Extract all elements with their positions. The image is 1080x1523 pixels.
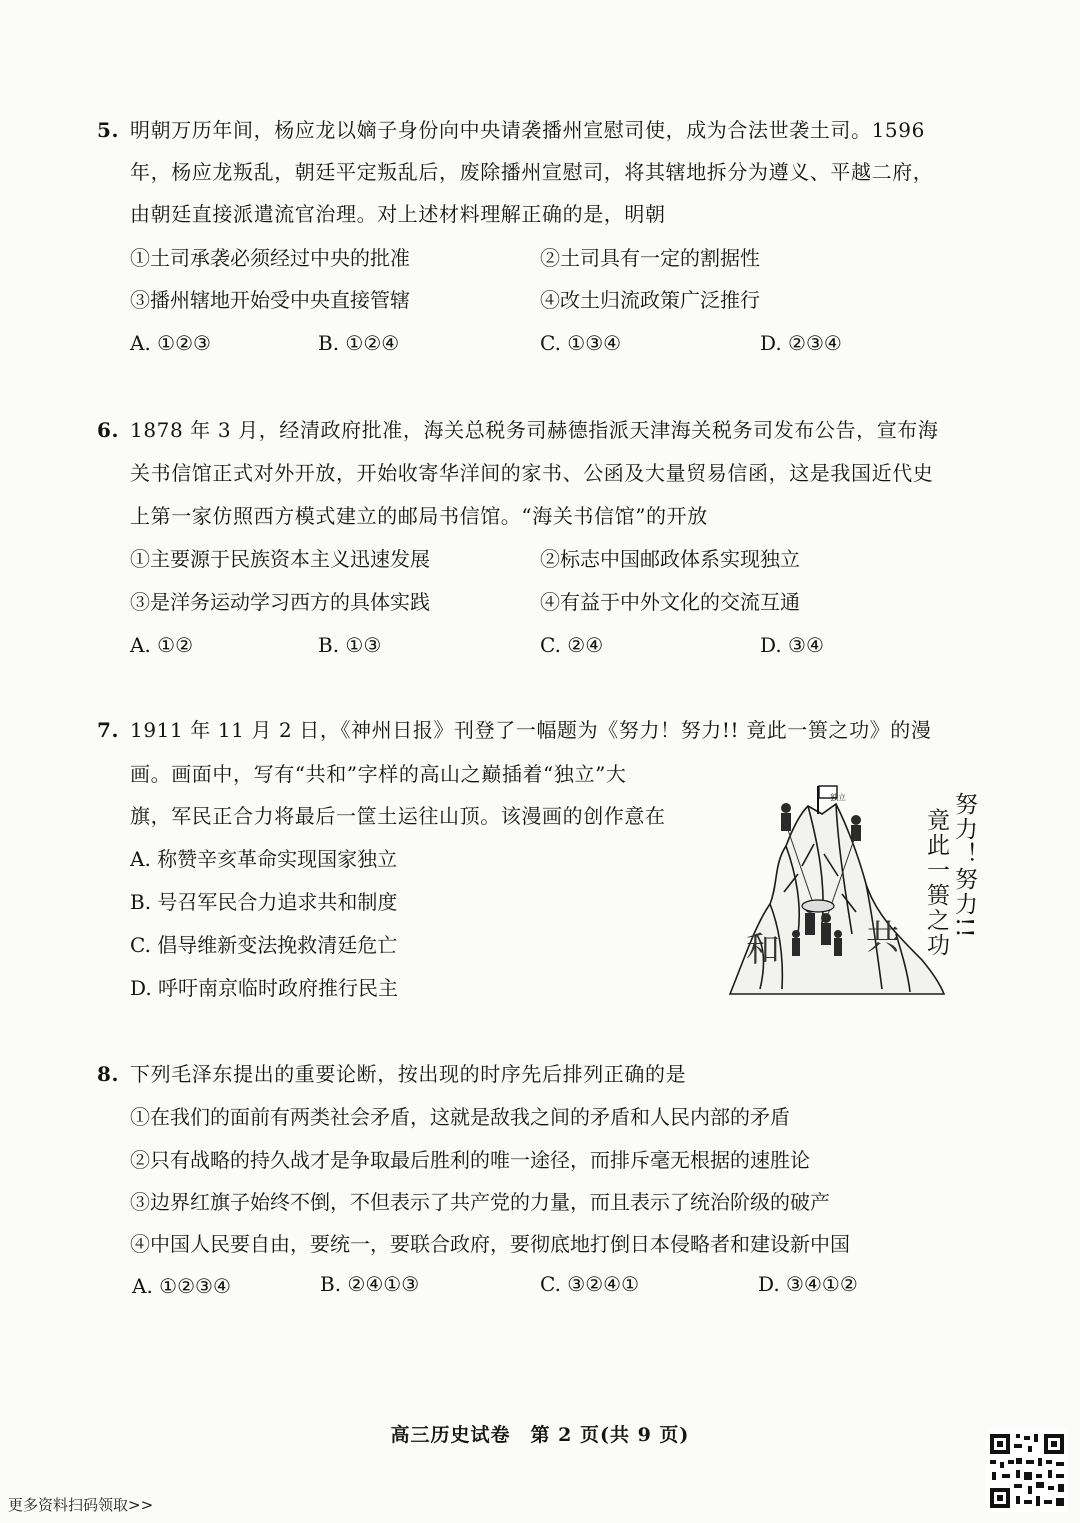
- q6-number: 6.: [97, 418, 120, 442]
- q7-choice-b: B. 号召军民合力追求共和制度: [130, 890, 398, 914]
- q5-statement-3: ③播州辖地开始受中央直接管辖: [130, 288, 410, 312]
- q6-line-3: 上第一家仿照西方模式建立的邮局书信馆。“海关书信馆”的开放: [130, 504, 708, 528]
- q8-choice-a: A. ①②③④: [132, 1274, 231, 1298]
- q5-line-1: 5. 明朝万历年间，杨应龙以嫡子身份向中央请袭播州宣慰司使，成为合法世袭土司。1596: [97, 118, 925, 142]
- q5-statement-1: ①土司承袭必须经过中央的批准: [130, 246, 410, 270]
- q7-line-1: 7. 1911 年 11 月 2 日，《神州日报》刊登了一幅题为《努力！努力!! 竟此一篑之功》的漫: [97, 718, 932, 742]
- q7-cartoon-char-left: 和: [746, 930, 780, 970]
- q8-statement-2: ②只有战略的持久战才是争取最后胜利的唯一途径，而排斥毫无根据的速胜论: [130, 1148, 810, 1172]
- page-footer-title: 高三历史试卷 第 2 页(共 9 页): [390, 1424, 690, 1446]
- q7-line-2: 画。画面中，写有“共和”字样的高山之巅插着“独立”大: [130, 762, 627, 786]
- q8-choice-d: D. ③④①②: [758, 1272, 858, 1296]
- q8-statement-3: ③边界红旗子始终不倒，不但表示了共产党的力量，而且表示了统治阶级的破产: [130, 1190, 830, 1214]
- q7-cartoon: [726, 784, 982, 1000]
- q5-choice-a: A. ①②③: [130, 331, 211, 355]
- q6-statement-4: ④有益于中外文化的交流互通: [540, 590, 800, 614]
- q8-line-1: 8. 下列毛泽东提出的重要论断，按出现的时序先后排列正确的是: [97, 1062, 687, 1086]
- q5-choice-b: B. ①②④: [318, 331, 400, 355]
- q8-statement-4: ④中国人民要自由，要统一，要联合政府，要彻底地打倒日本侵略者和建设新中国: [130, 1232, 850, 1256]
- q7-choice-a: A. 称赞辛亥革命实现国家独立: [130, 847, 398, 871]
- q7-cartoon-caption-1: 努力！努力!!: [951, 792, 977, 940]
- q6-statement-2: ②标志中国邮政体系实现独立: [540, 547, 800, 571]
- q5-choice-c: C. ①③④: [540, 331, 622, 355]
- q7-line-3: 旗，军民正合力将最后一筐土运往山顶。该漫画的创作意在: [130, 804, 666, 828]
- q8-choice-c: C. ③②④①: [540, 1272, 640, 1296]
- q6-choice-c: C. ②④: [540, 633, 604, 657]
- q8-number: 8.: [97, 1062, 120, 1086]
- q5-line-3: 由朝廷直接派遣流官治理。对上述材料理解正确的是，明朝: [130, 202, 666, 226]
- q5-statement-2: ②土司具有一定的割据性: [540, 246, 760, 270]
- q5-number: 5.: [97, 118, 120, 142]
- q5-choice-d: D. ②③④: [760, 331, 842, 355]
- q6-statement-1: ①主要源于民族资本主义迅速发展: [130, 547, 430, 571]
- qr-code-icon[interactable]: [986, 1430, 1068, 1512]
- q7-choice-d: D. 呼吁南京临时政府推行民主: [130, 976, 399, 1000]
- q7-cartoon-caption-2: 竟此一篑之功: [923, 808, 949, 958]
- q6-choice-d: D. ③④: [760, 633, 824, 657]
- q7-choice-c: C. 倡导维新变法挽救清廷危亡: [130, 933, 398, 957]
- q5-statement-4: ④改土归流政策广泛推行: [540, 288, 760, 312]
- q8-choice-b: B. ②④①③: [320, 1272, 420, 1296]
- q5-line-2: 年，杨应龙叛乱，朝廷平定叛乱后，废除播州宣慰司，将其辖地拆分为遵义、平越二府，: [130, 160, 934, 184]
- q8-statement-1: ①在我们的面前有两类社会矛盾，这就是敌我之间的矛盾和人民内部的矛盾: [130, 1105, 790, 1129]
- q6-choice-a: A. ①②: [130, 633, 194, 657]
- q6-choice-b: B. ①③: [318, 633, 382, 657]
- q7-number: 7.: [97, 718, 120, 742]
- q6-statement-3: ③是洋务运动学习西方的具体实践: [130, 590, 430, 614]
- q7-cartoon-char-right: 共: [866, 918, 900, 958]
- q6-line-2: 关书信馆正式对外开放，开始收寄华洋间的家书、公函及大量贸易信函，这是我国近代史: [130, 461, 934, 485]
- more-resources-link[interactable]: 更多资料扫码领取>>: [8, 1496, 154, 1514]
- q7-cartoon-flag-text: 独立: [830, 793, 846, 802]
- q6-line-1: 6. 1878 年 3 月，经清政府批准，海关总税务司赫德指派天津海关税务司发布公告，宣布海: [97, 418, 939, 442]
